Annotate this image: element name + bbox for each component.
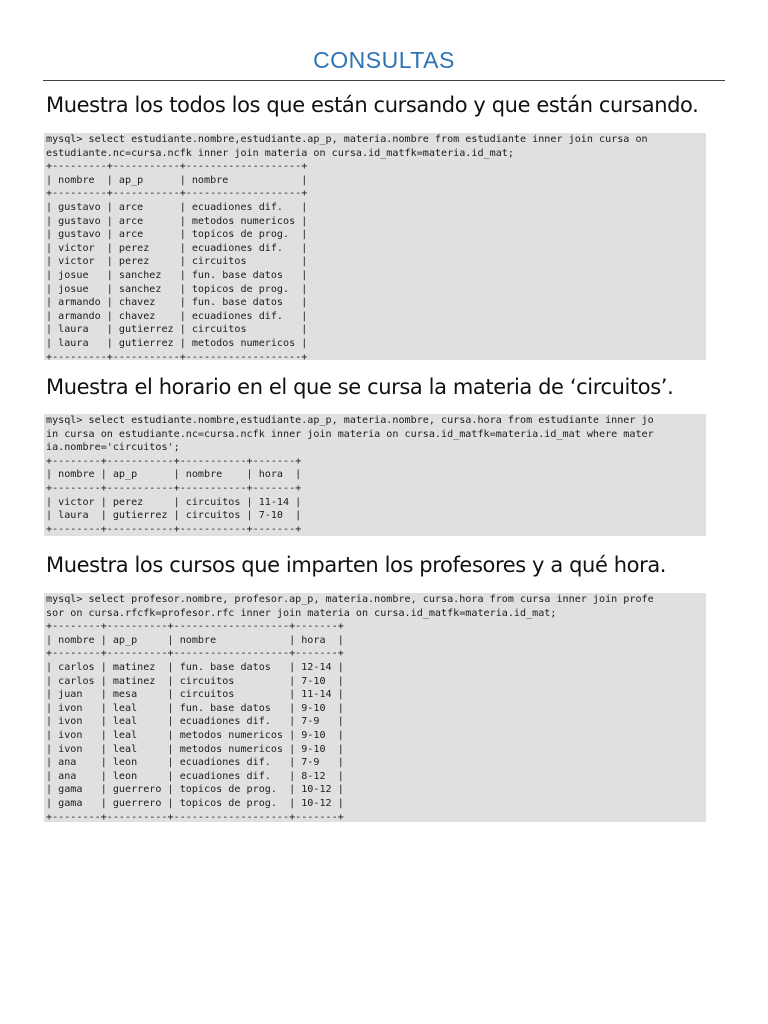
section-heading-3: Muestra los cursos que imparten los profesores y a qué hora. [46,553,667,577]
sql-query-line: in cursa on estudiante.nc=cursa.ncfk inner join materia on cursa.id_matfk=materia.id_mat where mater [46,428,654,440]
table-row: | gustavo | arce | ecuadiones dif. | [46,201,308,213]
table-row: | armando | chavez | ecuadiones dif. | [46,310,308,322]
table-header-row: | nombre | ap_p | nombre | hora | [46,469,302,481]
table-row: | ivon | leal | metodos numericos | 9-10 | [46,729,344,741]
table-border: +--------+----------+-------------------+-------+ [46,621,344,633]
console-output-3 [44,593,706,822]
result-table-3 [46,620,706,822]
table-row: | laura | gutierrez | circuitos | 7-10 | [46,510,302,522]
table-border: +--------+-----------+-----------+-------+ [46,455,302,467]
table-row: | gustavo | arce | metodos numericos | [46,215,308,227]
title-divider [43,80,725,81]
table-row: | victor | perez | ecuadiones dif. | [46,242,308,254]
table-row: | ivon | leal | metodos numericos | 9-10 | [46,743,344,755]
table-row: | carlos | matinez | circuitos | 7-10 | [46,675,344,687]
sql-query-line: sor on cursa.rfcfk=profesor.rfc inner join materia on cursa.id_matfk=materia.id_mat; [46,607,557,619]
result-table-1 [46,160,706,360]
table-row: | ana | leon | ecuadiones dif. | 8-12 | [46,770,344,782]
table-border: +--------+----------+-------------------+-------+ [46,811,344,822]
table-row: | gama | guerrero | topicos de prog. | 10-12 | [46,797,344,809]
table-row: | josue | sanchez | topicos de prog. | [46,283,308,295]
table-row: | laura | gutierrez | metodos numericos | [46,337,308,349]
table-row: | carlos | matinez | fun. base datos | 12-14 | [46,661,344,673]
table-row: | victor | perez | circuitos | [46,256,308,268]
table-row: | ivon | leal | fun. base datos | 9-10 | [46,702,344,714]
table-row: | victor | perez | circuitos | 11-14 | [46,496,302,508]
table-header-row: | nombre | ap_p | nombre | [46,174,308,186]
table-border: +---------+-----------+-------------------+ [46,161,308,173]
table-row: | josue | sanchez | fun. base datos | [46,269,308,281]
table-row: | ana | leon | ecuadiones dif. | 7-9 | [46,757,344,769]
table-border: +---------+-----------+-------------------+ [46,351,308,360]
result-table-2 [46,455,706,536]
table-row: | juan | mesa | circuitos | 11-14 | [46,689,344,701]
sql-query-line: mysql> select estudiante.nombre,estudiante.ap_p, materia.nombre, cursa.hora from estudiante inner jo [46,415,654,426]
console-output-1 [44,133,706,360]
table-row: | gustavo | arce | topicos de prog. | [46,229,308,241]
table-row: | gama | guerrero | topicos de prog. | 10-12 | [46,784,344,796]
table-header-row: | nombre | ap_p | nombre | hora | [46,634,344,646]
table-row: | armando | chavez | fun. base datos | [46,297,308,309]
section-heading-1: Muestra los todos los que están cursando y que están cursando. [46,93,699,117]
table-border: +--------+-----------+-----------+-------+ [46,523,302,535]
table-row: | ivon | leal | ecuadiones dif. | 7-9 | [46,716,344,728]
sql-query-line: mysql> select estudiante.nombre,estudiante.ap_p, materia.nombre from estudiante inner join cursa on [46,134,648,145]
sql-query-line: estudiante.nc=cursa.ncfk inner join materia on cursa.id_matfk=materia.id_mat; [46,147,514,159]
section-heading-2: Muestra el horario en el que se cursa la materia de ‘circuitos’. [46,375,674,399]
sql-query-line: mysql> select profesor.nombre, profesor.ap_p, materia.nombre, cursa.hora from cursa inner join profe [46,594,654,605]
table-border: +---------+-----------+-------------------+ [46,188,308,200]
table-border: +--------+----------+-------------------+-------+ [46,648,344,660]
page-title: CONSULTAS [313,47,455,73]
table-row: | laura | gutierrez | circuitos | [46,324,308,336]
sql-query-line: ia.nombre='circuitos'; [46,442,180,454]
table-border: +--------+-----------+-----------+-------+ [46,482,302,494]
console-output-2 [44,414,706,536]
